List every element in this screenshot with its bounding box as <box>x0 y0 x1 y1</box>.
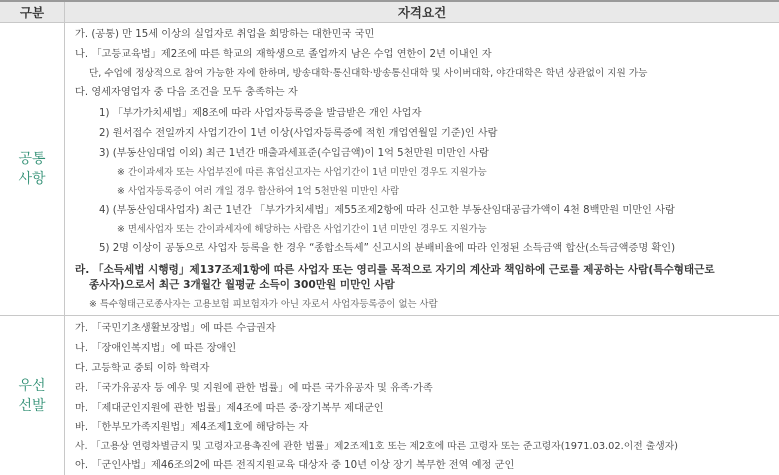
section-common-title <box>0 23 64 315</box>
section-title-line: 선발 <box>18 397 46 414</box>
requirement-line: 4) (부동산임대사업자) 최근 1년간 「부가가치세법」제55조제2항에 따라 신고한 부동산임대공급가액이 4천 8백만원 미만인 사람 <box>99 205 675 216</box>
requirement-note: ※ 사업자등록증이 여러 개일 경우 합산하여 1억 5천만원 미만인 사람 <box>117 186 400 197</box>
requirement-line: 단, 수업에 정상적으로 참여 가능한 자에 한하며, 방송대학·통신대학·방송통신대학 및 사이버대학, 야간대학은 학년 상관없이 지원 가능 <box>89 68 648 79</box>
requirement-line: 다. 영세자영업자 중 다음 조건을 모두 충족하는 자 <box>75 87 298 98</box>
section-title-line: 사항 <box>18 171 46 187</box>
header-category: 구분 <box>19 5 45 20</box>
priority-line: 바. 「한부모가족지원법」제4조제1호에 해당하는 자 <box>75 422 309 433</box>
section-common <box>0 23 779 316</box>
requirement-line: 3) (부동산임대업 이외) 최근 1년간 매출과세표준(수입금액)이 1억 5천만원 미만인 사람 <box>99 148 489 159</box>
header-requirements: 자격요건 <box>64 2 779 23</box>
section-priority-content <box>64 316 779 475</box>
requirement-line-bold: 종사자)으로서 최근 3개월간 월평균 소득이 300만원 미만인 사람 <box>89 279 395 291</box>
requirement-line: 나. 「고등교육법」제2조에 따른 학교의 재학생으로 졸업까지 남은 수업 연한이 2년 이내인 자 <box>75 49 492 60</box>
requirement-line: 5) 2명 이상이 공동으로 사업자 등록을 한 경우 “종합소득세” 신고시의 분배비율에 따라 인정된 소득금액 합산(소득금액증명 확인) <box>99 243 676 254</box>
priority-line: 아. 「군인사법」제46조의2에 따른 전직지원교육 대상자 중 10년 이상 장기 복무한 전역 예정 군인 <box>75 460 515 471</box>
section-title-line: 우선 <box>18 377 46 394</box>
requirement-note: ※ 특수형태근로종사자는 고용보험 피보험자가 아닌 자로서 사업자등록증이 없는 사람 <box>89 299 438 310</box>
requirement-line: 1) 「부가가치세법」제8조에 따라 사업자등록증을 발급받은 개인 사업자 <box>99 108 422 119</box>
requirement-note: ※ 면세사업자 또는 간이과세자에 해당하는 사람은 사업기간이 1년 미만인 경우도 지원가능 <box>117 224 487 235</box>
requirement-line-bold: 라. 「소득세법 시행령」제137조제1항에 따른 사업자 또는 영리를 목적으로 자기의 계산과 책임하에 근로를 제공하는 사람(특수형태근로 <box>75 264 715 276</box>
requirement-note: ※ 간이과세자 또는 사업부진에 따른 휴업신고자는 사업기간이 1년 미만인 경우도 지원가능 <box>117 167 487 178</box>
priority-line: 사. 「고용상 연령차별금지 및 고령자고용촉진에 관한 법률」제2조제1호 또는 제2호에 따른 고령자 또는 준고령자(1971.03.02.이전 출생자) <box>75 441 679 452</box>
priority-line: 라. 「국가유공자 등 예우 및 지원에 관한 법률」에 따른 국가유공자 및 유족·가족 <box>75 383 433 394</box>
section-title-line: 공통 <box>18 151 46 167</box>
section-priority-title <box>0 316 64 475</box>
requirement-line: 2) 원서접수 전일까지 사업기간이 1년 이상(사업자등록증에 적힌 개업연월일 기준)인 사람 <box>99 128 498 139</box>
priority-line: 마. 「제대군인지원에 관한 법률」제4조에 따른 중·장기복무 제대군인 <box>75 403 384 414</box>
section-priority <box>0 316 779 475</box>
priority-line: 가. 「국민기초생활보장법」에 따른 수급권자 <box>75 323 276 334</box>
table-header <box>0 0 779 23</box>
priority-line: 다. 고등학교 중퇴 이하 학력자 <box>75 363 210 374</box>
section-common-content <box>64 23 779 315</box>
requirement-line: 가. (공통) 만 15세 이상의 실업자로 취업을 희망하는 대한민국 국민 <box>75 29 375 40</box>
priority-line: 나. 「장애인복지법」에 따른 장애인 <box>75 343 237 354</box>
